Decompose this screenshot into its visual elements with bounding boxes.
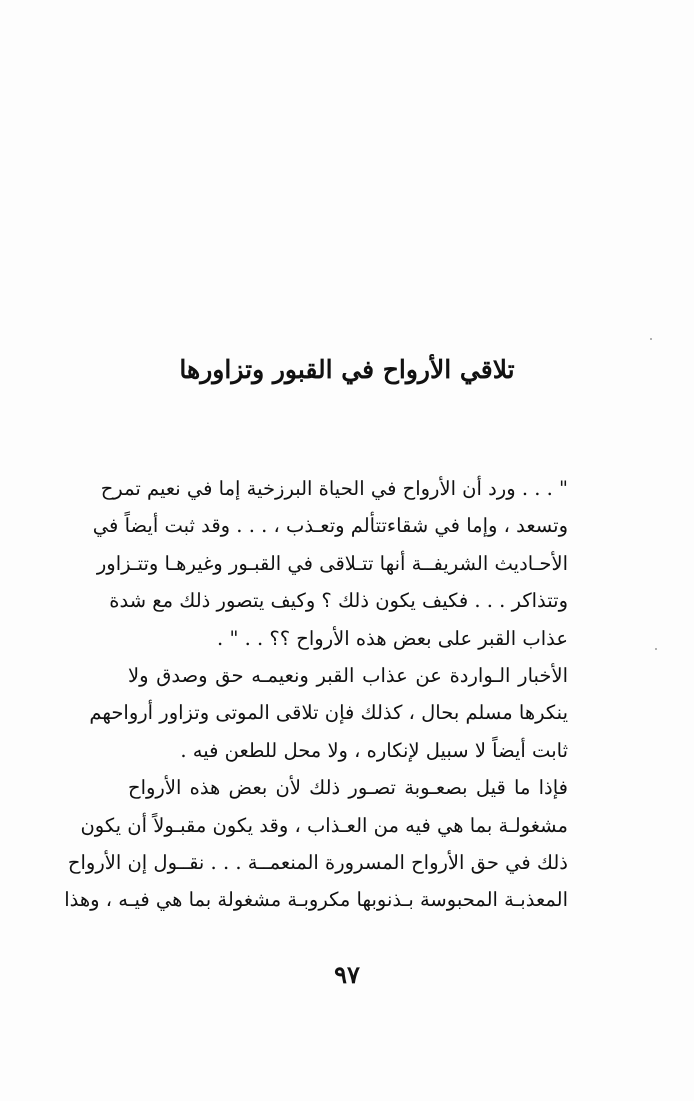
- text-line: الأخبار الـواردة عن عذاب القبر ونعيمـه حق وصدق ولا: [128, 663, 568, 687]
- scan-speck: [655, 648, 657, 650]
- text-line: المعذبـة المحبوسة بـذنوبها مكروبـة مشغولة بما هي فيـه ، وهذا: [64, 888, 568, 912]
- scan-speck: [650, 338, 652, 340]
- text-line: عذاب القبر على بعض هذه الأرواح ؟؟ . . " .: [217, 626, 568, 650]
- text-line: ينكرها مسلم بحال ، كذلك فإن تلاقى الموتى وتزاور أرواحهم: [89, 701, 568, 725]
- text-line: ذلك في حق الأرواح المسرورة المنعمــة . . . نقــول إن الأرواح: [67, 850, 568, 874]
- body-text: [64, 470, 568, 919]
- text-line: وتسعد ، وإما في شقاءتتألم وتعـذب ، . . . وقد ثبت أيضاً في: [92, 514, 568, 538]
- text-line: " . . . ورد أن الأرواح في الحياة البرزخية إما في نعيم تمرح: [100, 477, 568, 500]
- text-line: ثابت أيضاً لا سبيل لإنكاره ، ولا محل للطعن فيه .: [180, 738, 568, 762]
- text-line: الأحـاديث الشريفــة أنها تتـلاقى في القبـور وغيرهـا وتتـزاور: [96, 551, 568, 575]
- text-line: فإذا ما قيل بصعـوبة تصـور ذلك لأن بعض هذه الأرواح: [128, 776, 568, 800]
- text-line: مشغولـة بما هي فيه من العـذاب ، وقد يكون مقبـولاً أن يكون: [80, 813, 568, 837]
- text-line: وتتذاكر . . . فكيف يكون ذلك ؟ وكيف يتصور ذلك مع شدة: [109, 589, 568, 613]
- chapter-title: تلاقي الأرواح في القبور وتزاورها: [179, 355, 515, 384]
- page-number: ٩٧: [334, 960, 360, 989]
